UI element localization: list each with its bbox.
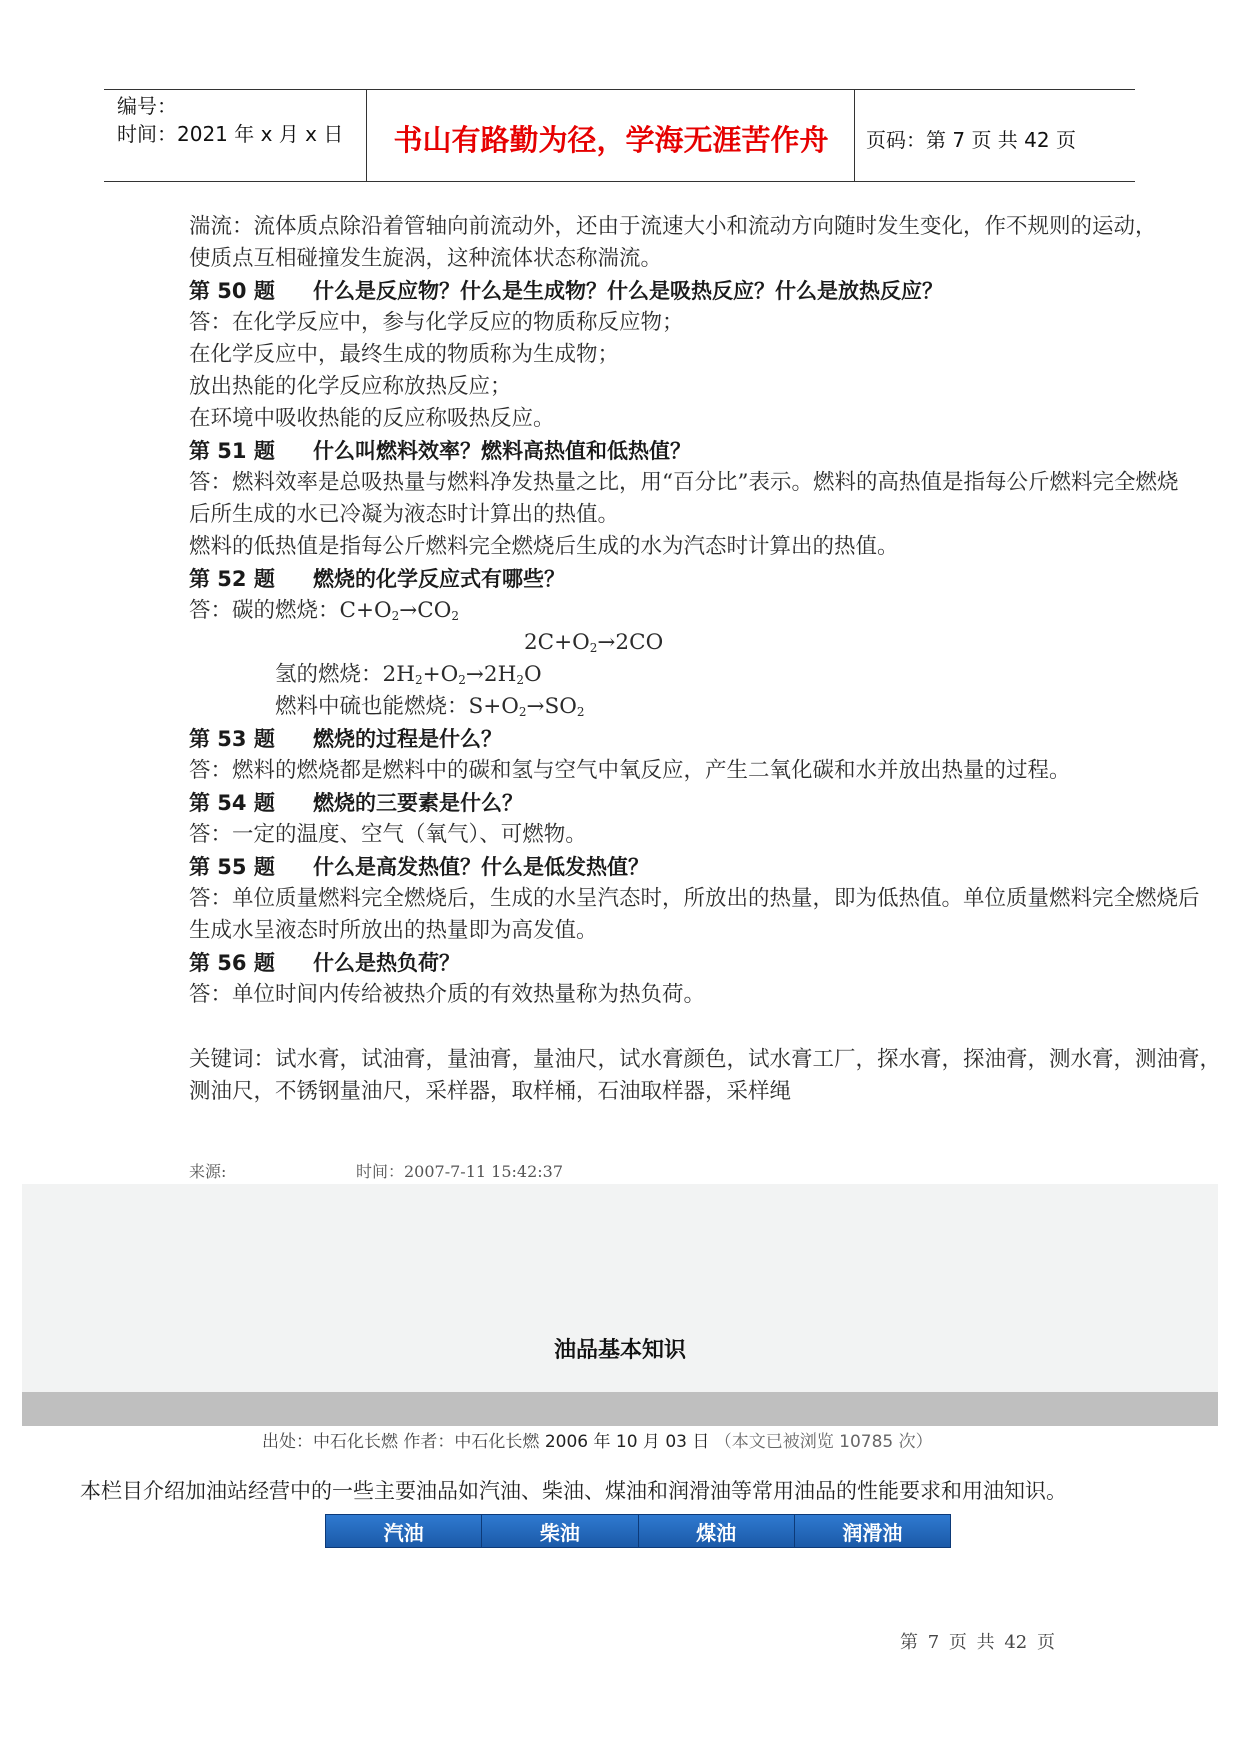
- question-number: 第 54 题: [189, 791, 275, 815]
- question-number: 第 52 题: [189, 567, 275, 591]
- chemical-equation: $C+O_2\to CO_2$: [339, 598, 459, 623]
- paragraph-line: 使质点互相碰撞发生旋涡，这种流体状态称湍流。: [189, 246, 663, 271]
- header-divider-right: [854, 90, 855, 182]
- question-number: 第 51 题: [189, 439, 275, 463]
- chemical-equation: $2C+O_2\to 2CO$: [524, 630, 664, 655]
- answer-line: 在环境中吸收热能的反应称吸热反应。: [189, 406, 555, 431]
- carbon-combustion-label: 答：碳的燃烧：: [189, 598, 340, 623]
- question-51: [189, 435, 1241, 467]
- oil-category-tabs: [325, 1514, 951, 1548]
- answer-line: 答：单位质量燃料完全燃烧后，生成的水呈汽态时，所放出的热量，即为低热值。单位质量燃料完全燃烧后: [189, 886, 1200, 911]
- question-text: 什么是热负荷？: [313, 951, 460, 975]
- keywords-line: 测油尺，不锈钢量油尺，采样器，取样桶，石油取样器，采样绳: [189, 1079, 792, 1104]
- header-page-number: 页码：第 7 页 共 42 页: [866, 128, 1076, 152]
- answer-line: [189, 659, 1241, 691]
- answer-line: 燃料的低热值是指每公斤燃料完全燃烧后生成的水为汽态时计算出的热值。: [189, 534, 899, 559]
- tab-gasoline[interactable]: 汽油: [326, 1515, 482, 1547]
- sulfur-combustion-label: 燃料中硫也能燃烧：: [275, 694, 469, 719]
- article-source-line: [262, 1427, 933, 1452]
- source-label: 来源:: [189, 1162, 227, 1181]
- answer-line: [189, 595, 1241, 627]
- header-meta: [117, 92, 343, 148]
- question-55: [189, 851, 1241, 883]
- question-text: 什么是反应物？什么是生成物？什么是吸热反应？什么是放热反应？: [313, 279, 943, 303]
- question-text: 燃烧的过程是什么？: [313, 727, 502, 751]
- chemical-equation: $S+O_2\to SO_2$: [468, 694, 585, 719]
- question-52: [189, 563, 1241, 595]
- question-53: [189, 723, 1241, 755]
- answer-line: 生成水呈液态时所放出的热量即为高发值。: [189, 918, 598, 943]
- answer-line: 答：单位时间内传给被热介质的有效热量称为热负荷。: [189, 982, 706, 1007]
- answer-line: 答：在化学反应中，参与化学反应的物质称反应物；: [189, 310, 684, 335]
- question-text: 什么叫燃料效率？燃料高热值和低热值？: [313, 439, 691, 463]
- header-bottom-rule: [104, 181, 1135, 182]
- time-label: 时间：2007-7-11 15:42:37: [356, 1162, 564, 1181]
- answer-line: 放出热能的化学反应称放热反应；: [189, 374, 512, 399]
- question-number: 第 56 题: [189, 951, 275, 975]
- tab-lubricant[interactable]: 润滑油: [795, 1515, 950, 1547]
- date-label: 时间：2021 年 x 月 x 日: [117, 122, 344, 146]
- question-54: [189, 787, 1241, 819]
- question-text: 燃烧的三要素是什么？: [313, 791, 523, 815]
- header-top-rule: [104, 89, 1135, 90]
- question-text: 燃烧的化学反应式有哪些？: [313, 567, 565, 591]
- answer-line: 答：燃料效率是总吸热量与燃料净发热量之比，用“百分比”表示。燃料的高热值是指每公斤燃料完全燃烧: [189, 470, 1179, 495]
- question-number: 第 50 题: [189, 279, 275, 303]
- keywords-line: 关键词：试水膏，试油膏，量油膏，量油尺，试水膏颜色，试水膏工厂，探水膏，探油膏，测水膏，测油膏，: [189, 1047, 1222, 1072]
- spacer: [189, 1011, 1241, 1044]
- article-source: 出处：中石化长燃 作者：中石化长燃: [262, 1432, 545, 1452]
- article-intro: 本栏目介绍加油站经营中的一些主要油品如汽油、柴油、煤油和润滑油等常用油品的性能要求和用油知识。: [80, 1479, 1067, 1503]
- header-motto: 书山有路勤为径，学海无涯苦作舟: [393, 123, 829, 157]
- paragraph-line: 湍流：流体质点除沿着管轴向前流动外，还由于流速大小和流动方向随时发生变化，作不规则的运动，: [189, 214, 1157, 239]
- answer-line: 答：燃料的燃烧都是燃料中的碳和氢与空气中氧反应，产生二氧化碳和水并放出热量的过程。: [189, 758, 1071, 783]
- hydrogen-combustion-label: 氢的燃烧：: [275, 662, 383, 687]
- answer-line: 答：一定的温度、空气（氧气）、可燃物。: [189, 822, 587, 847]
- footer-page-number: 第 7 页 共 42 页: [900, 1632, 1055, 1653]
- article-date: 2006 年 10 月 03 日: [544, 1432, 710, 1452]
- question-number: 第 55 题: [189, 855, 275, 879]
- tab-diesel[interactable]: 柴油: [482, 1515, 638, 1547]
- answer-line: 后所生成的水已冷凝为液态时计算出的热值。: [189, 502, 620, 527]
- tab-kerosene[interactable]: 煤油: [639, 1515, 795, 1547]
- header-divider-left: [366, 90, 367, 182]
- article-title: 油品基本知识: [553, 1338, 686, 1363]
- document-body: [189, 211, 1241, 1108]
- question-text: 什么是高发热值？什么是低发热值？: [313, 855, 649, 879]
- article-views: （本文已被浏览 10785 次）: [714, 1432, 933, 1452]
- question-50: [189, 275, 1241, 307]
- chemical-equation: $2H_2+O_2\to 2H_2O$: [382, 662, 542, 687]
- answer-line: [189, 691, 1241, 723]
- question-number: 第 53 题: [189, 727, 275, 751]
- article-header-bar: [22, 1392, 1218, 1426]
- serial-label: 编号：: [117, 94, 177, 118]
- question-56: [189, 947, 1241, 979]
- answer-line: 在化学反应中，最终生成的物质称为生成物；: [189, 342, 620, 367]
